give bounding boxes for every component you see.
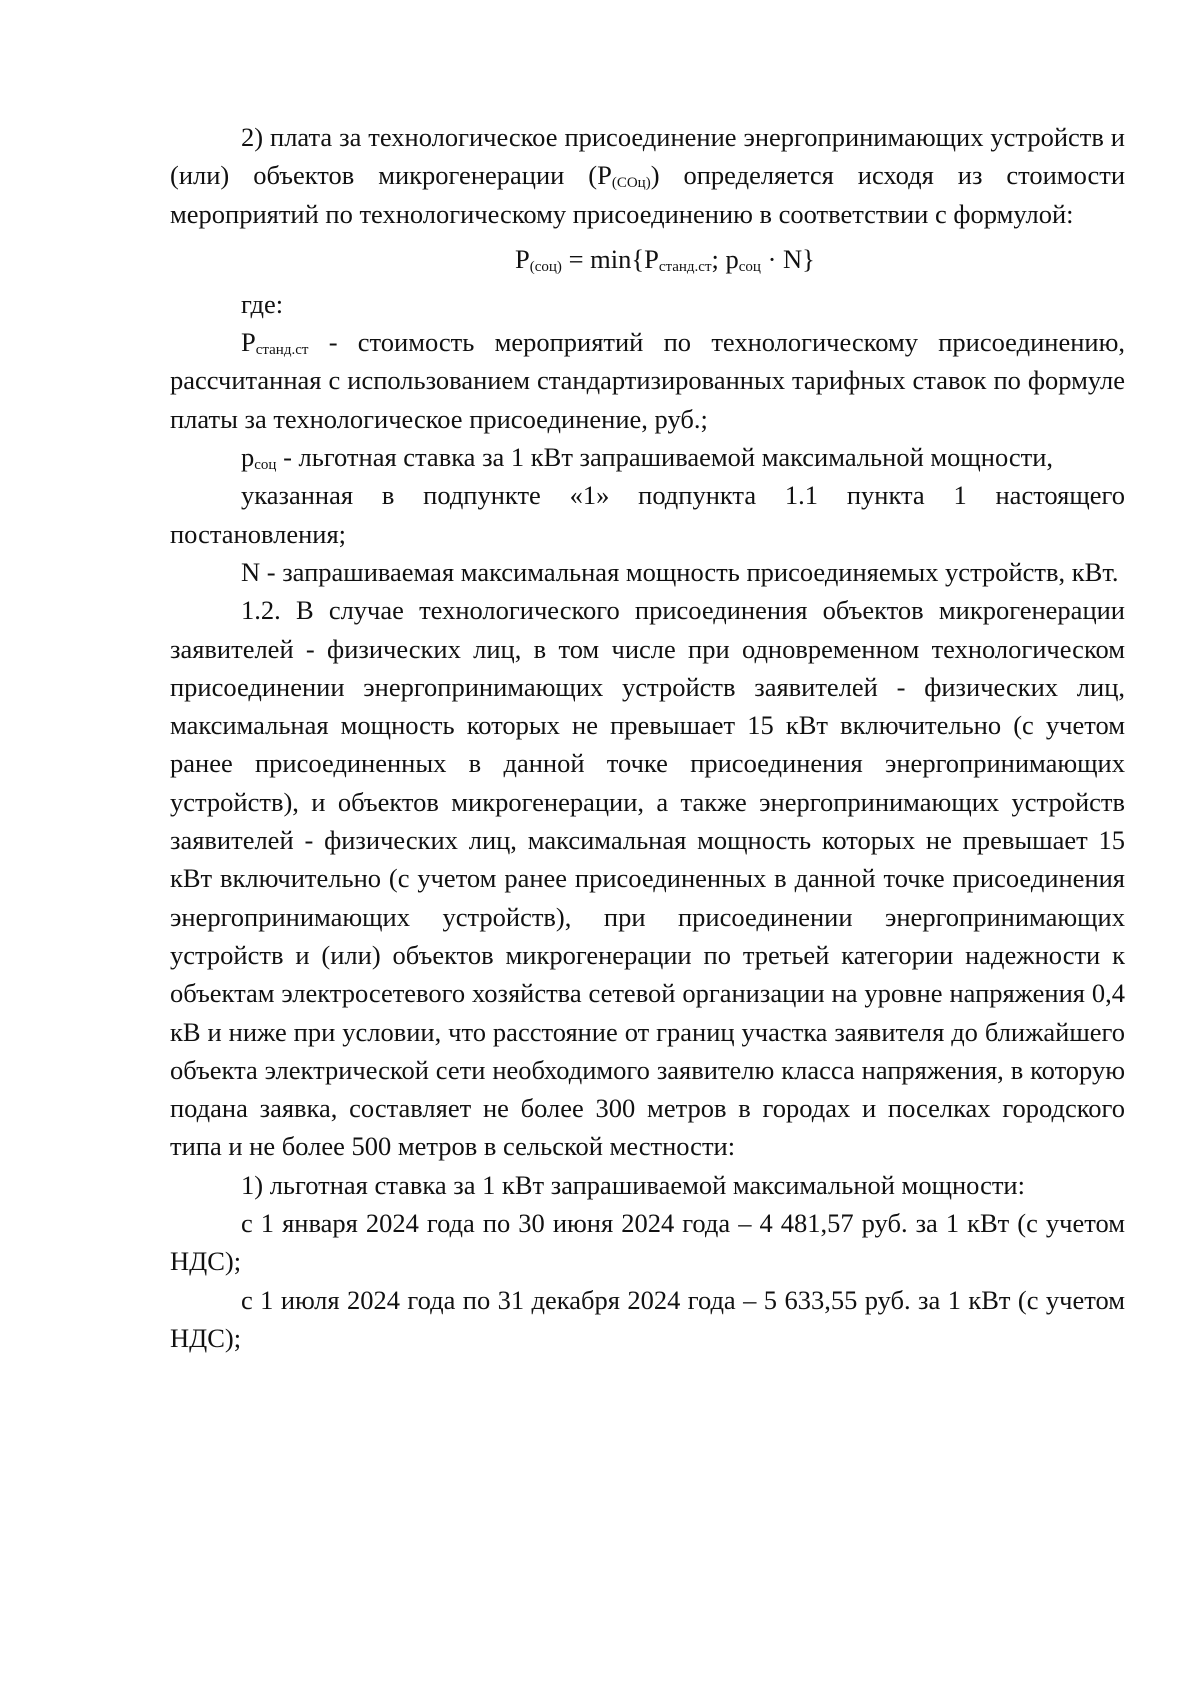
- rate-intro: 1) льготная ставка за 1 кВт запрашиваемой максимальной мощности:: [241, 1169, 1025, 1200]
- formula: $P_{(соц)} = \min\{P_{станд.ст}$; $p_{соц} \cdot N$}: [515, 243, 815, 275]
- rate-first-half: с 1 января 2024 года по 30 июня 2024 года – 4 481,57 руб. за 1 кВт (с учетом НДС);: [170, 1208, 1125, 1277]
- definition-social-rate-continued: указанная в подпункте «1» подпункта 1.1 пункта 1 настоящего: [241, 480, 1125, 511]
- document-page: [170, 118, 1125, 1357]
- paragraph-1-2: 1.2. В случае технологического присоединения объектов микрогенерации заявителей - физических лиц, в том числе при одновременном технологическом присоединении энергопринимающих устройств заявителей - физических лиц, максимальная мощность которых не превышает 15 кВт включительно (с учетом ранее присоединенных в данной точке присоединения энергопринимающих устройств), и объектов микрогенерации, а также энергопринимающих устройств заявителей - физических лиц, максимальная мощность которых не превышает 15 кВт включительно (с учетом ранее присоединенных в данной точке присоединения энергопринимающих устройств), при присоединении энергопринимающих устройств и (или) объектов микрогенерации по третьей категории надежности к объектам электросетевого хозяйства сетевой организации на уровне напряжения 0,4 кВ и ниже при условии, что расстояние от границ участка заявителя до ближайшего объекта электрической сети необходимого заявителю класса напряжения, в которую подана заявка, составляет не более 300 метров в городах и поселках городского типа и не более 500 метров в сельской местности:: [170, 595, 1125, 1162]
- definition-social-rate-end: постановления;: [170, 518, 347, 549]
- definition-power: N - запрашиваемая максимальная мощность присоединяемых устройств, кВт.: [241, 556, 1119, 587]
- where-label: где:: [241, 288, 284, 319]
- rate-second-half: с 1 июля 2024 года по 31 декабря 2024 года – 5 633,55 руб. за 1 кВт (с учетом НДС);: [170, 1284, 1125, 1353]
- definition-standard-cost: $P_{станд.ст}$ - стоимость мероприятий по технологическому присоединению, рассчитанная с использованием стандартизированных тарифных ставок по формуле платы за технологическое присоединение, руб.;: [170, 327, 1125, 434]
- definition-social-rate: $p_{соц}$ - льготная ставка за 1 кВт запрашиваемой максимальной мощности,: [241, 442, 1054, 474]
- paragraph-fee-definition: 2) плата за технологическое присоединение энергопринимающих устройств и (или) объектов микрогенерации $(P_{(COц)})$ определяется исходя из стоимости мероприятий по технологическому присоединению в соответствии с формулой:: [170, 122, 1125, 229]
